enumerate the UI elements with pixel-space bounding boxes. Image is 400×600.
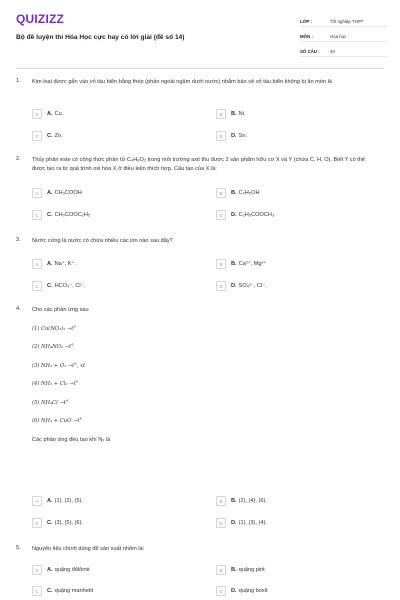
option-text: (2), (4), (6). (238, 498, 267, 504)
option-letter-box: D (216, 131, 226, 141)
option-key: A. (47, 567, 53, 573)
reaction-6: (6) NH₃ + CuO →t° (32, 418, 83, 424)
meta-value: Tốt nghiệp THPT (330, 19, 364, 24)
option-key: B. (231, 261, 237, 267)
question-text: Thủy phân este có công thức phân tử C₄H₈O₂ trong môi trường axit thu được 2 sản phẩm hữu cơ X và Y (chứa C, H, O). Biết Y có thể được tạo ra từ quá trình oxi hóa X ở điều kiện thích hợp. Cấu tạo của X là: (32, 157, 366, 172)
option-key: D. (231, 588, 237, 594)
option-3c[interactable] (32, 280, 192, 292)
option-1b[interactable] (216, 108, 376, 120)
option-5b[interactable] (216, 564, 376, 576)
option-1c[interactable] (32, 130, 192, 142)
option-2c[interactable] (32, 209, 192, 221)
question-number: 5. (16, 545, 21, 551)
option-letter-box: B (216, 496, 226, 506)
option-text: Ni. (238, 111, 246, 117)
meta-row-class (300, 12, 388, 27)
option-text: C₂H₅OH (238, 190, 260, 196)
reaction-2: (2) NH₄NO₂ →t° (32, 344, 74, 350)
option-key: B. (231, 111, 237, 117)
option-text: quặng boxit (238, 588, 268, 594)
option-4b[interactable] (216, 495, 376, 507)
option-key: B. (231, 190, 237, 196)
question-number: 3. (16, 237, 21, 243)
meta-value: Hóa học (330, 34, 347, 39)
option-letter-box: B (216, 259, 226, 269)
option-key: B. (231, 498, 237, 504)
meta-table (300, 12, 388, 57)
question-number: 4. (16, 306, 21, 312)
option-key: D. (231, 133, 237, 139)
option-key: A. (47, 111, 53, 117)
option-letter-box: A (32, 188, 42, 198)
question-text: Kim loại được gắn vào vỏ tàu biển bằng thép (phần ngoài ngâm dưới nước) nhằm bảo vệ vỏ tàu biển không bị ăn mòn là (32, 79, 332, 85)
option-2d[interactable] (216, 209, 376, 221)
reaction-5: (5) NH₄Cl →t° (32, 399, 69, 406)
question-number: 2. (16, 156, 21, 162)
page-header (0, 0, 400, 68)
option-text: Zn. (54, 133, 63, 139)
option-letter-box: B (216, 109, 226, 119)
option-key: D. (231, 283, 237, 289)
question-text: Nguyên liệu chính dùng để sản xuất nhôm là: (32, 546, 145, 552)
option-text: Na⁺, K⁺. (54, 261, 77, 267)
option-3a[interactable] (32, 258, 192, 270)
option-text: C₂H₅COOCH₃ (238, 212, 275, 218)
meta-label: MÔN : (300, 34, 313, 39)
option-text: quặng manhetit (54, 588, 94, 594)
option-key: B. (231, 567, 237, 573)
option-letter-box: D (216, 281, 226, 291)
option-letter-box: C (32, 131, 42, 141)
option-4c[interactable] (32, 517, 192, 529)
question-text: Nước cứng là nước có chứa nhiều các ion nào sau đây? (32, 238, 173, 244)
reaction-1: (1) Cu(NO₃)₂ →t° (32, 325, 76, 332)
meta-label: SỐ CÂU : (300, 49, 320, 54)
option-key: A. (47, 498, 53, 504)
option-text: Sn. (238, 133, 247, 139)
quizizz-logo: QUIZIZZ (16, 12, 65, 26)
option-key: C. (47, 283, 53, 289)
option-letter-box: A (32, 259, 42, 269)
option-letter-box: C (32, 586, 42, 596)
option-text: (3), (5), (6). (54, 520, 83, 526)
option-text: SO₄²⁻, Cl⁻. (238, 283, 267, 289)
question-outro: Các phản ứng đều tạo khí N₂ là (32, 436, 111, 443)
option-key: C. (47, 212, 53, 218)
option-key: A. (47, 190, 53, 196)
option-text: (1), (2), (5). (54, 498, 83, 504)
document-title: Bộ đề luyện thi Hóa Học cực hay có lời giải (đề số 14) (16, 34, 185, 41)
option-5a[interactable] (32, 564, 192, 576)
option-text: (1), (3), (4). (238, 520, 267, 526)
option-text: quặng pirit (238, 567, 265, 573)
option-2b[interactable] (216, 187, 376, 199)
option-text: HCO₃⁻, Cl⁻. (54, 283, 86, 289)
option-key: D. (231, 212, 237, 218)
option-key: D. (231, 520, 237, 526)
option-letter-box: A (32, 496, 42, 506)
meta-row-subject (300, 27, 388, 42)
option-text: Ca²⁺, Mg²⁺ (238, 261, 267, 267)
option-3b[interactable] (216, 258, 376, 270)
option-letter-box: D (216, 586, 226, 596)
reaction-4: (4) NH₃ + Cl₂ →t° (32, 381, 79, 387)
option-letter-box: B (216, 188, 226, 198)
option-1a[interactable] (32, 108, 192, 120)
option-key: C. (47, 520, 53, 526)
option-text: CH₃COOH (54, 190, 82, 196)
option-letter-box: C (32, 281, 42, 291)
option-letter-box: B (216, 565, 226, 575)
option-1d[interactable] (216, 130, 376, 142)
option-key: C. (47, 133, 53, 139)
option-4a[interactable] (32, 495, 192, 507)
option-letter-box: C (32, 210, 42, 220)
question-body (32, 306, 378, 454)
question-intro: Cho các phản ứng sau (32, 307, 89, 313)
option-text: CH₃COOC₂H₅ (54, 212, 91, 218)
option-text: quặng đôlômit (54, 567, 90, 573)
header-divider (16, 68, 384, 69)
meta-row-count (300, 42, 388, 57)
option-3d[interactable] (216, 280, 376, 292)
option-letter-box: A (32, 109, 42, 119)
option-2a[interactable] (32, 187, 192, 199)
option-letter-box: D (216, 210, 226, 220)
option-text: Cu. (54, 111, 64, 117)
option-key: C. (47, 588, 53, 594)
option-letter-box: C (32, 518, 42, 528)
meta-label: LỚP : (300, 19, 312, 24)
meta-value: 40 (330, 49, 335, 54)
option-letter-box: D (216, 518, 226, 528)
option-key: A. (47, 261, 53, 267)
question-number: 1. (16, 78, 21, 84)
option-5c[interactable] (32, 585, 192, 597)
option-4d[interactable] (216, 517, 376, 529)
option-letter-box: A (32, 565, 42, 575)
reaction-3: (3) NH₃ + O₂ →t°, xt (32, 362, 86, 369)
option-5d[interactable] (216, 585, 376, 597)
